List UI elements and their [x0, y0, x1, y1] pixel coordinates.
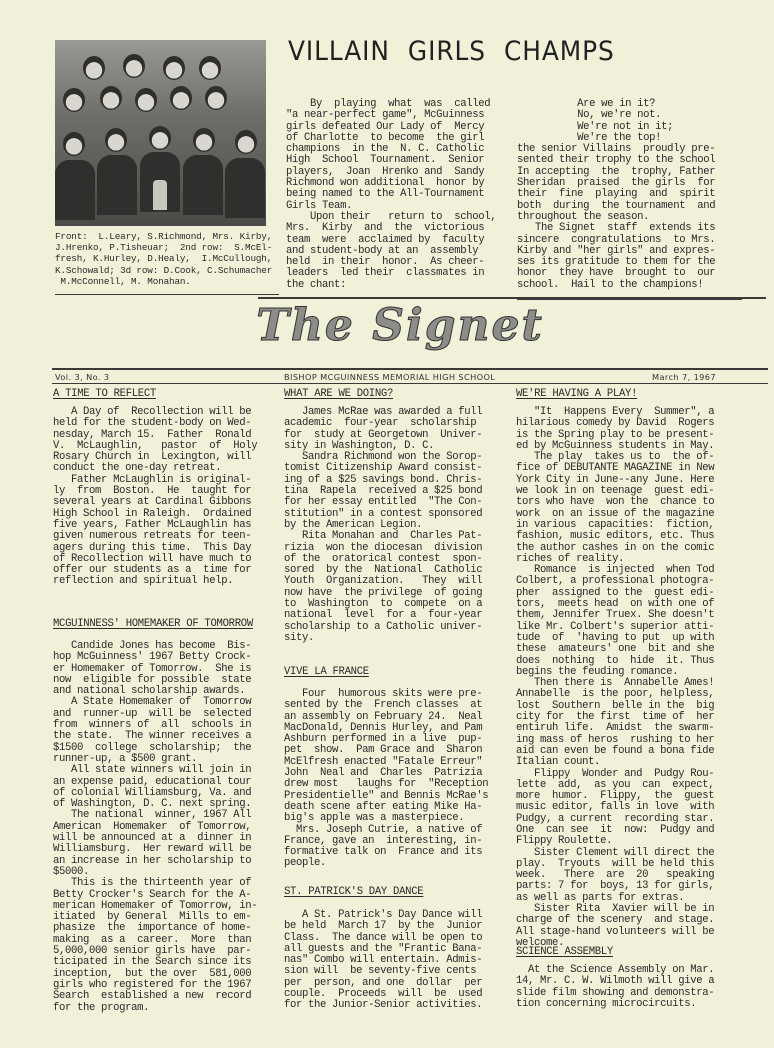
team-photo	[55, 40, 266, 226]
masthead-top-rule	[258, 297, 766, 299]
heading-a-time-to-reflect: A TIME TO REFLECT	[53, 388, 156, 400]
article-were-having-a-play: "It Happens Every Summer", a hilarious comedy by David Rogers is the Spring play to be present- ed by McGuinness students in May. The play takes us to the of- fice of DEBUTANTE MAGAZINE in New York City in June--any June. Here we look in on teenage guest edi- tors who have won the chance to work on an issue of the magazine in various capacities: fiction, fashion, music editors, etc. Thus the author cashes in on the comic riches of reality. Romance is injected when Tod Colbert, a professional photogra- pher assigned to the guest edi- tors, meets head on with one of them, Jennifer Truex. She doesn't like Mr. Colbert's superior atti- tude of 'having to put up with these amateurs' one bit and she does nothing to hide it. Thus begins the feuding romance. Then there is Annabelle Ames! Annabelle is the poor, helpless, lost Southern belle in the big city for the first time of her entiruh life. Amidst the swarm- ing mass of heros rushing to her aid can even be found a bona fide Italian count. Flippy Wonder and Pudgy Rou- lette add, as you can expect, more humor. Flippy, the guest music editor, falls in love with Pudgy, a current recording star. One can see it now: Pudgy and Flippy Roulette. Sister Clement will direct the play. Tryouts will be held this week. There are 20 speaking parts: 7 for boys, 13 for girls, as well as parts for extras. Sister Rita Xavier will be in charge of the scenery and stage. All stage-hand volunteers will be welcome.	[516, 406, 715, 949]
article-homemaker: Candide Jones has become Bis- hop McGuinness' 1967 Betty Crock- er Homemaker of Tomorrow. She is now eligible for possible state and national scholarship awards. A State Homemaker of Tomorrow and runner-up will be selected from winners of all schools in the state. The winner receives a $1500 college scholarship; the runner-up, a $500 grant. All state winners will join in an expense paid, educational tour of colonial Williamsburg, Va. and of Washington, D. C. next spring. The national winner, 1967 All American Homemaker of Tomorrow, will be announced at a dinner in Williamsburg. Her reward will be an increase in her scholarship to $5000. This is the thirteenth year of Betty Crocker's Search for the A- merican Homemaker of Tomorrow, in- itiated by General Mills to em- phasize the importance of home- making as a career. More than 5,000,000 senior girls have par- ticipated in the Search since its inception, but the over 581,000 girls who registered for the 1967 Search established a new record for the program.	[53, 640, 258, 1014]
masthead-title-text: The Signet	[256, 300, 544, 351]
heading-st-patricks-day-dance: ST. PATRICK'S DAY DANCE	[284, 886, 424, 898]
article-a-time-to-reflect: A Day of Recollection will be held for the student-body on Wed- nesday, March 15. Father Ronald V. McLaughlin, pastor of Holy Rosary Church in Lexington, will conduct the one-day retreat. Father McLaughlin is original- ly from Boston. He taught for several years at Cardinal Gibbons High School in Raleigh. Ordained five years, Father McLaughlin has given numerous retreats for teen- agers during this time. This Day of Recollection will have much to offer our students as a time for reflection and spiritual help.	[53, 406, 258, 588]
heading-what-are-we-doing: WHAT ARE WE DOING?	[284, 388, 394, 400]
story-headline: VILLAIN GIRLS CHAMPS	[288, 36, 615, 67]
masthead-title	[250, 300, 550, 351]
heading-homemaker: MCGUINNESS' HOMEMAKER OF TOMORROW	[53, 618, 253, 630]
divider	[517, 299, 742, 300]
issue-date: March 7, 1967	[652, 372, 717, 382]
masthead-rule	[52, 368, 768, 370]
article-vive-la-france: Four humorous skits were pre- sented by the French classes at an assembly on February 24. Neal MacDonald, Dennis Hurley, and Pam Ashburn performed in a live pup- pet show. Pam Grace and Sharon McElfresh enacted "Fatale Erreur" John Neal and Charles Patrizia drew most laughs for "Reception Presidentielle" and Bennis McRae's death scene after eating Mike Ha- big's apple was a masterpiece. Mrs. Joseph Cutrie, a native of France, gave an interesting, in- formative talk on France and its people.	[284, 688, 489, 870]
heading-vive-la-france: VIVE LA FRANCE	[284, 666, 369, 678]
heading-science-assembly: SCIENCE ASSEMBLY	[516, 946, 613, 958]
volume-number: Vol. 3, No. 3	[55, 372, 110, 382]
story-column-1: By playing what was called "a near-perfect game", McGuinness girls defeated Our Lady of Mercy of Charlotte to become the girl champions in the N. C. Catholic High School Tournament. Senior players, Joan Hrenko and Sandy Richmond won additional honor by being named to the All-Tournament Girls Team. Upon their return to school, Mrs. Kirby and the victorious team were acclaimed by faculty and student-body at an assembly held in their honor. As cheer- leaders led their classmates in the chant:	[286, 98, 497, 291]
divider	[55, 294, 279, 295]
school-name: BISHOP MCGUINNESS MEMORIAL HIGH SCHOOL	[284, 372, 496, 382]
article-st-patricks-day-dance: A St. Patrick's Day Dance will be held March 17 by the Junior Class. The dance will be open to all guests and the "Frantic Bana- nas" Combo will entertain. Admis- sion will be seventy-five cents per person, and one dollar per couple. Proceeds will be used for the Junior-Senior activities.	[284, 909, 483, 1012]
photo-caption: Front: L.Leary, S.Richmond, Mrs. Kirby, J.Hrenko, P.Tisheuar; 2nd row: S.McEl- fresh, K.Hurley, D.Healy, I.McCullough, K.Schowald; 3d row: D.Cook, C.Schumacher M.McConnell, M. Monahan.	[55, 231, 273, 287]
heading-were-having-a-play: WE'RE HAVING A PLAY!	[516, 388, 638, 400]
infobar-rule	[52, 383, 768, 384]
story-column-2: Are we in it? No, we're not. We're not in it; We're the top! the senior Villains proudly pre- sented their trophy to the school In accepting the trophy, Father Sheridan praised the girls for their fine playing and spirit both during the tournament and throughout the season. The Signet staff extends its sincere congratulations to Mrs. Kirby and "her girls" and expres- ses its gratitude to them for the honor they have brought to our school. Hail to the champions!	[517, 98, 716, 291]
article-science-assembly: At the Science Assembly on Mar. 14, Mr. C. W. Wilmoth will give a slide film showing and demonstra- tion concerning microcircuits.	[516, 964, 715, 1010]
article-what-are-we-doing: James McRae was awarded a full academic four-year scholarship for study at Georgetown Univer- sity in Washington, D. C. Sandra Richmond won the Sorop- tomist Citizenship Award consist- ing of a $25 savings bond. Chris- tina Rapela received a $25 bond for her essay entitled "The Con- stitution" in a contest sponsored by the American Legion. Rita Monahan and Charles Pat- rizia won the diocesan division of the oratorical contest spon- sored by the National Catholic Youth Organization. They will now have the privilege of going to Washington to compete on a national level for a four-year scholarship to a Catholic univer- sity.	[284, 406, 483, 644]
